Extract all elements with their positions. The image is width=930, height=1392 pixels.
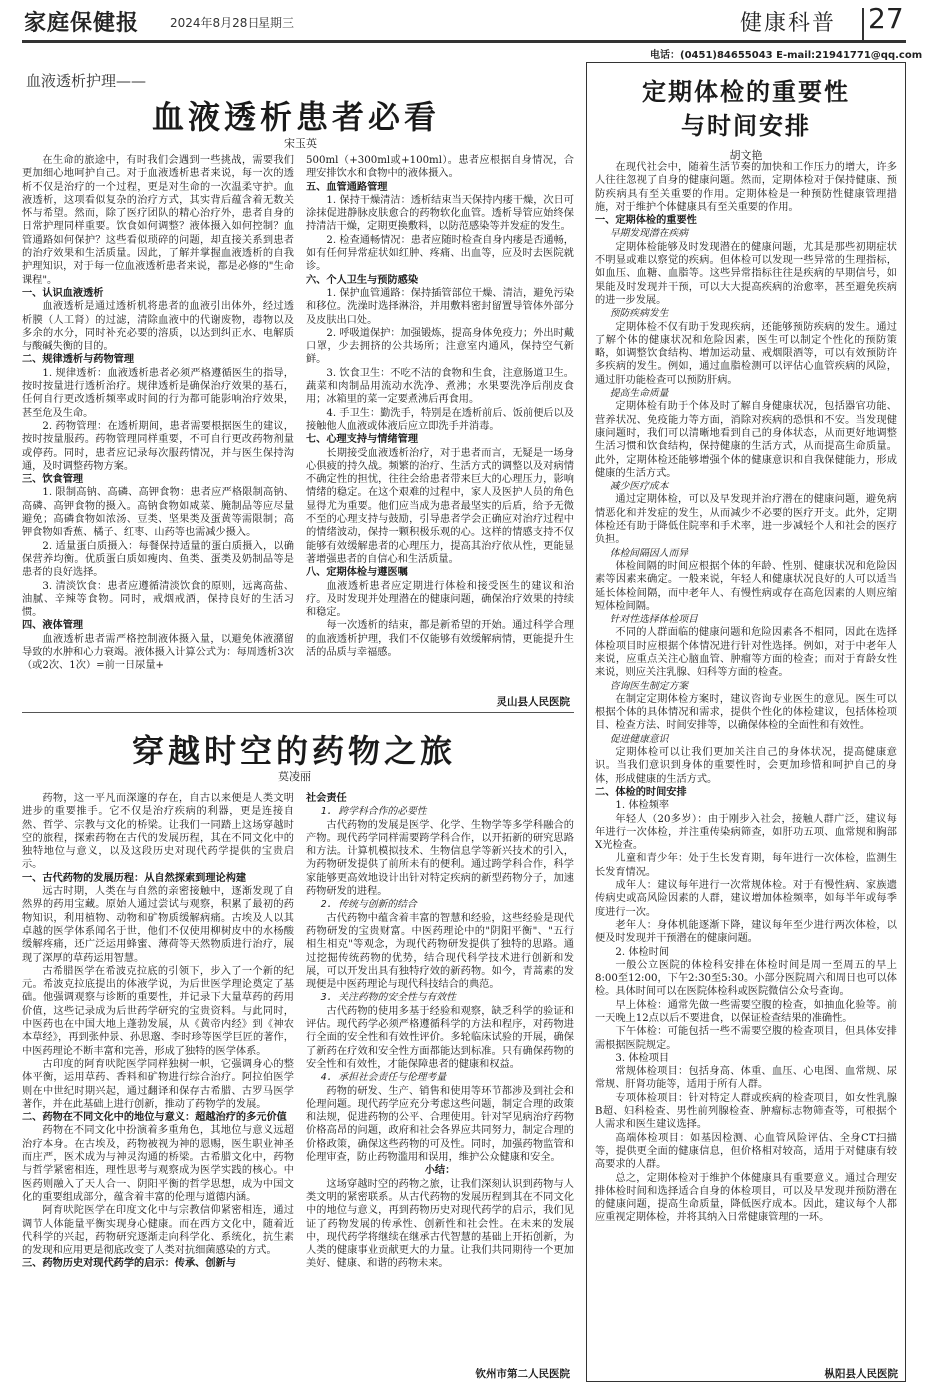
paragraph: 通过定期体检，可以及早发现并治疗潜在的健康问题，避免病情恶化和并发症的发生，从而减少不必要的医疗开支。此外，定期体检还有助于降低住院率和手术率，进一步减轻个人和社会的医疗负担。 (595, 494, 897, 546)
paragraph: 定期体检有助于个体及时了解自身健康状况，包括器官功能、营养状况、免疫能力等方面，消除对疾病的恐惧和不安。当发现健康问题时，我们可以清晰地看到自己的身体状态，从而更好地调整生活习惯和饮食结构，保持健康的生活方式，从而提高生命质量。此外，定期体检还能够增强个体的健康意识和自我保健能力，形成健康的生活方式。 (595, 401, 897, 479)
paragraph: 3. 体检项目 (615, 1052, 670, 1064)
masthead-rule (22, 40, 906, 43)
paragraph: 年轻人（20多岁）：由于刚步入社会，接触人群广泛，建议每年进行一次体检，并注重传染病筛查，如肝功五项、血常规和胸部X光检查。 (595, 813, 897, 852)
paragraph: 1. 体检频率 (615, 800, 670, 812)
article-author: 胡文艳 (729, 149, 763, 162)
paragraph: 专项体检项目：针对特定人群或疾病的检查项目，如女性乳腺B超、妇科检查、男性前列腺检查、肿瘤标志物筛查等，可根据个人需求和医生建议选择。 (595, 1092, 897, 1131)
article-title-line1: 定期体检的重要性 (642, 77, 850, 106)
paragraph: 2. 呼吸道保护：加强锻炼，提高身体免疫力；外出时戴口罩，少去拥挤的公共场所；注意室内通风，保持空气新鲜。 (306, 327, 574, 366)
paragraph: 药物，这一平凡而深邃的存在，自古以来便是人类文明进步的重要推手。它不仅是治疗疾病的利器，更是连接自然、哲学、宗教与文化的桥梁。让我们一同踏上这场穿越时空的旅程，探索药物在古代的发展历程，其在不同文化中的独特地位与意义，以及这段历史对现代药学提供的宝贵启示。 (22, 793, 294, 871)
section-heading: 社会责任 (306, 793, 347, 804)
contact-info: 电话：(0451)84655043 E-mail:21941771@qq.com (650, 50, 923, 61)
paragraph: 在生命的旅途中，有时我们会遇到一些挑战，需要我们更加细心地呵护自己。对于血液透析患者来说，每一次的透析不仅是治疗的一个过程，更是对生命的一次温柔守护。血液透析，这项看似复杂的治疗方式，其实背后蕴含着无数关怀与希望。然而，除了医疗团队的精心治疗外，患者自身的日常护理同样重要。饮食如何调整？液体摄入如何控制？血管通路如何保护？这些看似琐碎的问题，却直接关系到患者的治疗效果和生活质量。因此，了解并掌握血液透析的自我护理知识，对于每一位血液透析患者来说，都是必修的"生命课程"。 (22, 155, 294, 286)
section-heading: 二、药物在不同文化中的地位与意义：超越治疗的多元价值 (22, 1112, 287, 1124)
article-column-left (22, 154, 294, 673)
paragraph: 这场穿越时空的药物之旅，让我们深刻认识到药物与人类文明的紧密联系。从古代药物的发展历程到其在不同文化中的地位与意义，再到药物历史对现代药学的启示，我们见证了药物发展的传承性、创新性和社会性。在未来的发展中，现代药学将继续在继承古代智慧的基础上开拓创新，为人类的健康事业贡献更大的力量。让我们共同期待一个更加美好、健康、和谐的药物未来。 (306, 1178, 574, 1270)
paragraph: 成年人：建议每年进行一次常规体检。对于有慢性病、家族遗传病史或高风险因素的人群，建议增加体检频率，如每半年或每季度进行一次。 (595, 880, 897, 918)
subsection-heading: 4. 承担社会责任与伦理考量 (320, 1072, 447, 1084)
paragraph: 4. 手卫生：勤洗手，特别是在透析前后、饭前便后以及接触他人血液或体液后应立即洗手并消毒。 (306, 407, 574, 432)
section-heading: 七、心理支持与情绪管理 (306, 434, 419, 446)
section-heading: 小结： (424, 1165, 456, 1177)
paragraph: 不同的人群面临的健康问题和危险因素各不相同，因此在选择体检项目时应根据个体情况进行针对性选择。例如，对于中老年人来说，应重点关注心脑血管、肿瘤等方面的检查；而对于育龄女性来说，则应关注乳腺、妇科等方面的检查。 (595, 627, 897, 679)
paragraph: 1. 限制高钠、高磷、高钾食物：患者应严格限制高钠、高磷、高钾食物的摄入。高钠食物如咸菜、腌制品等应尽量避免；高磷食物如浓汤、豆类、坚果类及蛋黄等需限制；高钾食物如香蕉、橘子、红枣、山药等也需减少摄入。 (22, 487, 294, 539)
paragraph: 500ml（+300ml或+100ml）。患者应根据自身情况，合理安排饮水和食物中的液体摄入。 (306, 155, 574, 180)
paragraph: 古代药物的发展是医学、化学、生物学等多学科融合的产物。现代药学同样需要跨学科合作，以开拓新的研究思路和方法。计算机模拟技术、生物信息学等新兴技术的引入，为药物研发提供了前所未有的便利。通过跨学科合作，科学家能够更高效地设计出针对特定疾病的新型药物分子，加速药物研发的进程。 (306, 819, 574, 898)
subsection-heading: 提高生命质量 (609, 388, 669, 400)
paragraph: 定期体检能够及时发现潜在的健康问题，尤其是那些初期症状不明显或难以察觉的疾病。但体检可以发现一些异常的生理指标，如血压、血糖、血脂等。这些异常指标往往是疾病的早期信号，如果能及时发现并干预，可以大大提高疾病的治愈率，甚至避免疾病的进一步发展。 (595, 241, 897, 306)
subsection-heading: 针对性选择体检项目 (609, 614, 698, 626)
paragraph: 定期体检可以让我们更加关注自己的身体状况，提高健康意识。当我们意识到身体的重要性时，会更加珍惜和呵护自己的身体，形成健康的生活方式。 (595, 747, 897, 785)
article-hemodialysis (22, 62, 574, 712)
paragraph: 阿育吠陀医学在印度文化中与宗教信仰紧密相连，通过调节人体能量平衡实现身心健康。而在西方文化中，随着近代科学的兴起，药物研究逐渐走向科学化、系统化，抗生素的发现和应用更是彻底改变了人类对抗细菌感染的方式。 (22, 1205, 294, 1257)
paragraph: 2. 检查通畅情况：患者应随时检查自身内瘘是否通畅，如有任何异常症状如红肿、疼痛、出血等，应及时去医院就诊。 (306, 234, 574, 273)
paragraph: 每一次透析的结束，都是新希望的开始。通过科学合理的血液透析护理，我们不仅能够有效缓解病情，更能提升生活的品质与幸福感。 (306, 620, 574, 658)
paragraph: 2. 适量蛋白质摄入：每餐保持适量的蛋白质摄入，以确保营养均衡。优质蛋白质如瘦肉、鱼类、蛋类及奶制品等是患者的良好选择。 (22, 540, 294, 579)
article-kicker: 血液透析护理—— (26, 72, 147, 90)
subsection-heading: 2. 传统与创新的结合 (320, 899, 417, 911)
paragraph: 血液透析患者需严格控制液体摄入量，以避免体液潴留导致的水肿和心力衰竭。液体摄入计算公式为：每周透析3次（或2次、1次）=前一日尿量+ (22, 633, 294, 672)
article-column-left (22, 792, 294, 1271)
article-medicine-history (22, 720, 574, 1382)
paragraph: 在现代社会中，随着生活节奏的加快和工作压力的增大，许多人往往忽视了自身的健康问题。然而，定期体检对于保持健康、预防疾病具有至关重要的作用。定期体检是一种预防性健康管理措施，对于维护个体健康具有至关重要的作用。 (595, 162, 897, 213)
subsection-heading: 早期发现潜在疾病 (609, 228, 689, 240)
paragraph: 1. 保持干燥清洁：透析结束当天保持内瘘干燥，次日可涂抹促进静脉皮肤愈合的药物软化血管。透析导管应始终保持清洁干燥，定期更换敷料，以防范感染等并发症的发生。 (306, 194, 574, 233)
paragraph: 远古时期，人类在与自然的亲密接触中，逐渐发现了自然界的药用宝藏。原始人通过尝试与观察，积累了最初的药物知识，利用植物、动物和矿物质缓解病痛。古埃及人以其卓越的医学体系闻名于世，他们不仅使用柳树皮中的水杨酸缓解疼痛，还广泛运用蜂蜜、薄荷等天然物质进行治疗，展现了深厚的草药运用智慧。 (22, 886, 294, 964)
paragraph: 长期接受血液透析治疗，对于患者而言，无疑是一场身心俱疲的持久战。频繁的治疗、生活方式的调整以及对病情不确定性的担忧，往往会给患者带来巨大的心理压力，影响情绪的稳定。在这个艰难的过程中，家人及医护人员的角色显得尤为重要。他们应当成为患者最坚实的后盾，给予无微不至的心理支持与鼓励，引导患者学会正确应对治疗过程中的情绪波动，保持一颗积极乐观的心。这样的情感支持不仅能够有效缓解患者的心理压力，提高其治疗依从性，更能显著增强患者的自信心和生活质量。 (306, 447, 574, 565)
paragraph: 药物的研发、生产、销售和使用等环节都涉及到社会和伦理问题。现代药学应充分考虑这些问题，制定合理的政策和法规，促进药物的公平、合理使用。针对罕见病治疗药物价格高昂的问题，政府和社会各界应共同努力，制定合理的价格政策，确保这些药物的可及性。同时，加强药物监管和伦理审查，防止药物滥用和误用，维护公众健康和安全。 (306, 1085, 574, 1164)
paragraph: 儿童和青少年：处于生长发育期，每年进行一次体检，监测生长发育情况。 (595, 853, 897, 878)
masthead-divider (862, 8, 864, 42)
paragraph: 2. 药物管理：在透析期间，患者需要根据医生的建议，按时按量服药。药物管理同样重要，不可自行更改药物剂量或停药。同时，患者应记录每次服药情况，并与医生保持沟通，及时调整药物方案。 (22, 420, 294, 472)
article-title: 穿越时空的药物之旅 (132, 732, 457, 770)
paragraph: 古代药物的使用多基于经验和观察，缺乏科学的验证和评估。现代药学必须严格遵循科学的方法和程序，对药物进行全面的安全性和有效性评价。多轮临床试验的开展，确保了新药在疗效和安全性方面都能达到标准。只有确保药物的安全性和有效性，才能保障患者的健康和权益。 (306, 1005, 574, 1070)
article-title (587, 75, 905, 143)
section-heading: 二、体检的时间安排 (595, 786, 687, 798)
subsection-heading: 3. 关注药物的安全性与有效性 (320, 992, 456, 1004)
section-heading: 六、个人卫生与预防感染 (306, 274, 419, 286)
paragraph: 一般公立医院的体检科安排在体检时间是周一至周五的早上8:00至12:00，下午2:30至5:30。小部分医院周六和周日也可以体检。具体时间可以在医院体检科或医院微信公众号查询。 (595, 959, 897, 998)
paragraph: 3. 饮食卫生：不吃不洁的食物和生食，注意肠道卫生。蔬菜和肉制品用流动水洗净、煮沸；水果要洗净后削皮食用；冰箱里的菜一定要煮沸后再食用。 (306, 367, 574, 406)
subsection-heading: 咨询医生制定方案 (609, 680, 689, 692)
paragraph: 早上体检：通常先做一些需要空腹的检查，如抽血化验等。前一天晚上12点以后不要进食，以保证检查结果的准确性。 (595, 999, 897, 1024)
article-source: 灵山县人民医院 (496, 696, 570, 708)
paragraph: 3. 清淡饮食：患者应遵循清淡饮食的原则，远离高盐、油腻、辛辣等食物。同时，戒烟戒酒，保持良好的生活习惯。 (22, 580, 294, 619)
paragraph: 常规体检项目：包括身高、体重、血压、心电图、血常规、尿常规、肝肾功能等，适用于所有人群。 (595, 1066, 897, 1091)
article-column-right (306, 154, 574, 659)
section-heading: 五、血管通路管理 (306, 181, 388, 193)
article-body (595, 161, 897, 1225)
article-author: 宋玉英 (284, 137, 317, 150)
paragraph: 老年人：身体机能逐渐下降，建议每年至少进行两次体检，以便及时发现并干预潜在的健康问题。 (595, 919, 897, 945)
section-heading: 四、液体管理 (22, 620, 84, 632)
article-column-right (306, 792, 574, 1271)
paragraph: 古印度的阿育吠陀医学同样独树一帜，它强调身心的整体平衡，运用草药、香料和矿物进行综合治疗。阿拉伯医学则在中世纪时期兴起，通过翻译和保存古希腊、古罗马医学著作，并在此基础上进行创新，推动了药物学的发展。 (22, 1058, 294, 1110)
article-source: 钦州市第二人民医院 (475, 1368, 570, 1380)
paragraph: 定期体检不仅有助于发现疾病，还能够预防疾病的发生。通过了解个体的健康状况和危险因素，医生可以制定个性化的预防策略，如调整饮食结构、增加运动量、戒烟限酒等，可以有效预防许多疾病的发生。例如，通过血脂检测可以评估心血管疾病的风险，通过肝功能检查可以预防肝病。 (595, 321, 897, 386)
article-divider (22, 712, 574, 713)
subsection-heading: 促进健康意识 (609, 733, 669, 745)
section-heading: 三、药物历史对现代药学的启示：传承、创新与 (22, 1258, 236, 1270)
paragraph: 体检间隔的时间应根据个体的年龄、性别、健康状况和危险因素等因素来确定。一般来说，年轻人和健康状况良好的人可以适当延长体检间隔，而中老年人、有慢性病或存在高危因素的人则应缩短体检间隔。 (595, 560, 897, 612)
section-heading: 一、认识血液透析 (22, 287, 104, 299)
section-heading: 八、定期体检与遵医嘱 (306, 567, 408, 579)
paragraph: 古希腊医学在希波克拉底的引领下，步入了一个新的纪元。希波克拉底提出的体液学说，为后世医学理论奠定了基础。他强调观察与诊断的重要性，并记录下大量草药的药用价值，这些记录成为后世药学研究的宝贵资料。与此同时，中医药也在中国大地上蓬勃发展，从《黄帝内经》到《神农本草经》，再到张仲景、孙思邈、李时珍等医学巨匠的著作，中医药理论不断丰富和完善，形成了独特的医学体系。 (22, 965, 294, 1057)
article-source: 枞阳县人民医院 (824, 1368, 898, 1380)
section-heading: 一、定期体检的重要性 (595, 215, 697, 227)
section-heading: 二、规律透析与药物管理 (22, 354, 135, 366)
paragraph: 1. 保护血管通路：保持插管部位干燥、清洁，避免污染和移位。洗澡时选择淋浴，并用敷料密封留置导管体外部分及皮肤出口处。 (306, 287, 574, 326)
issue-date: 2024年8月28日 (170, 16, 260, 30)
subsection-heading: 1. 跨学科合作的必要性 (320, 806, 427, 818)
section-heading: 三、饮食管理 (22, 474, 84, 486)
subsection-heading: 减少医疗成本 (609, 481, 669, 493)
paragraph: 2. 体检时间 (615, 946, 670, 958)
paragraph: 1. 规律透析：血液透析患者必须严格遵循医生的指导，按时按量进行透析治疗。规律透析是确保治疗效果的基石，任何自行更改透析频率或时间的行为都可能影响治疗效果，甚至危及生命。 (22, 367, 294, 419)
subsection-heading: 预防疾病发生 (609, 308, 669, 320)
article-author: 莫凌丽 (278, 770, 311, 783)
issue-weekday: 星期三 (258, 16, 295, 30)
paragraph: 血液透析是通过透析机将患者的血液引出体外，经过透析膜（人工肾）的过滤，清除血液中的代谢废物，毒物以及多余的水分，同时补充必要的溶质，以达到纠正水、电解质与酸碱失衡的目的。 (22, 301, 294, 353)
section-heading: 一、古代药物的发展历程：从自然探索到理论构建 (22, 872, 247, 884)
paper-name: 家庭保健报 (24, 11, 140, 36)
paragraph: 下午体检：可能包括一些不需要空腹的检查项目，但具体安排需根据医院规定。 (595, 1026, 897, 1051)
article-physical-exam (586, 62, 906, 1382)
paragraph: 古代药物中蕴含着丰富的智慧和经验，这些经验是现代药物研发的宝贵财富。中医药理论中的"阴阳平衡"、"五行相生相克"等观念，为现代药物研发提供了独特的思路。通过挖掘传统药物的优势，结合现代科学技术进行创新和发展，可以开发出具有独特疗效的新药物。如今，青蒿素的发现便是中医药理论与现代科技结合的典范。 (306, 912, 574, 991)
paragraph: 药物在不同文化中扮演着多重角色，其地位与意义远超治疗本身。在古埃及，药物被视为神的恩赐，医生职业神圣而庄严，医术成为与神灵沟通的桥梁。古希腊文化中，药物与哲学紧密相连，理性思考与观察成为医学实践的核心。中医药则融入了天人合一、阴阳平衡的哲学思想，成为中国文化的重要组成部分，蕴含着丰富的伦理与道德内涵。 (22, 1125, 294, 1203)
article-title: 血液透析患者必看 (152, 98, 441, 136)
section-name: 健康科普 (740, 11, 837, 36)
page-number: 27 (868, 2, 904, 35)
paragraph: 高端体检项目：如基因检测、心血管风险评估、全身CT扫描等，提供更全面的健康信息，但价格相对较高，适用于对健康有较高要求的人群。 (595, 1132, 897, 1171)
article-title-line2: 与时间安排 (681, 111, 811, 140)
paragraph: 在制定定期体检方案时，建议咨询专业医生的意见。医生可以根据个体的具体情况和需求，提供个性化的体检建议，包括体检项目、检查方法、时间安排等，以确保体检的全面性和有效性。 (595, 693, 897, 732)
paragraph: 血液透析患者应定期进行体检和接受医生的建议和治疗。及时发现并处理潜在的健康问题，确保治疗效果的持续和稳定。 (306, 580, 574, 619)
paragraph: 总之，定期体检对于维护个体健康具有重要意义。通过合理安排体检时间和选择适合自身的体检项目，可以及早发现并预防潜在的健康问题，提高生命质量，降低医疗成本。因此，建议每个人都应重视定期体检，并将其纳入日常健康管理的一环。 (595, 1172, 897, 1224)
subsection-heading: 体检间隔因人而异 (609, 547, 689, 559)
